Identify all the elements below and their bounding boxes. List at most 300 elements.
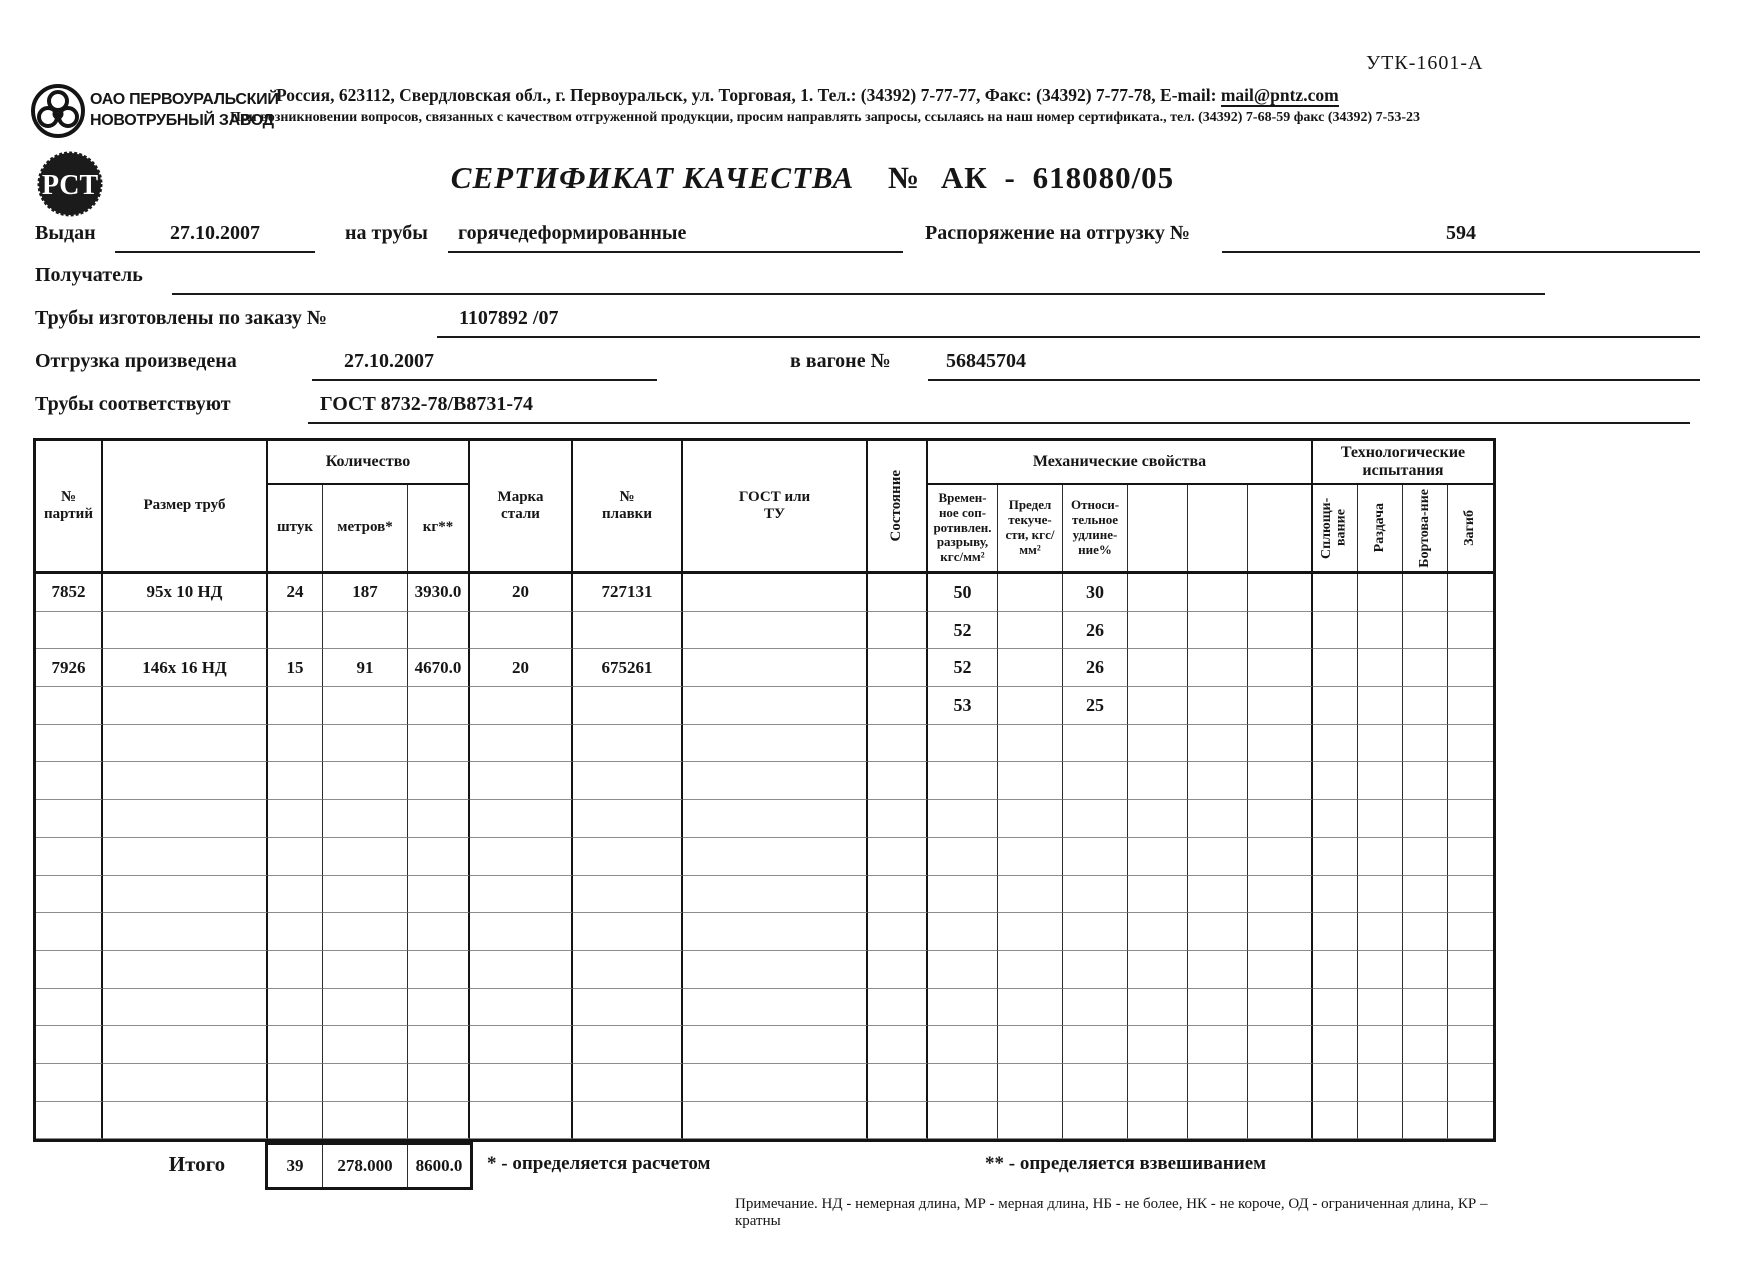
quality-contact-note: При возникновении вопросов, связанных с качеством отгруженной продукции, просим направлять запросы, ссылаясь на наш номер сертификата., тел. (34392) 7-68-59 факс (34392) 7-53-23 [230, 110, 1420, 125]
table-cell [1188, 913, 1248, 951]
col-header-kg: кг** [408, 485, 470, 571]
table-cell [1358, 800, 1403, 838]
table-cell [103, 1026, 268, 1064]
table-cell [323, 687, 408, 725]
table-cell [1313, 762, 1358, 800]
col-group-quantity: Количество [268, 441, 470, 485]
table-cell [323, 1102, 408, 1140]
title-number: АК - 618080/05 [940, 160, 1175, 195]
col-header-meters: метров* [323, 485, 408, 571]
table-cell [1358, 989, 1403, 1027]
table-row [36, 800, 1493, 838]
table-cell: 52 [928, 612, 998, 650]
table-cell [1188, 800, 1248, 838]
table-cell [868, 574, 928, 612]
table-cell [1403, 1064, 1448, 1102]
table-cell [1403, 913, 1448, 951]
table-cell [1358, 612, 1403, 650]
table-cell [683, 687, 868, 725]
table-cell [683, 951, 868, 989]
table-cell [408, 762, 470, 800]
table-cell [470, 1026, 573, 1064]
table-cell [1248, 838, 1313, 876]
totals-pieces: 39 [268, 1145, 323, 1187]
table-cell [998, 612, 1063, 650]
table-cell [928, 800, 998, 838]
col-header-size: Размер труб [103, 441, 268, 571]
table-cell [470, 800, 573, 838]
table-cell [1358, 1102, 1403, 1140]
table-cell: 26 [1063, 612, 1128, 650]
issued-value: 27.10.2007 [115, 222, 315, 253]
table-cell [683, 649, 868, 687]
table-cell [998, 838, 1063, 876]
table-cell [1128, 1064, 1188, 1102]
table-row [36, 1026, 1493, 1064]
table-cell [1188, 876, 1248, 914]
table-cell [1063, 1026, 1128, 1064]
totals-kg: 8600.0 [415, 1156, 463, 1175]
col-header-melt-number: № плавки [573, 441, 683, 571]
table-cell: 50 [928, 574, 998, 612]
table-cell [1248, 1102, 1313, 1140]
table-cell [573, 989, 683, 1027]
table-cell [36, 800, 103, 838]
table-cell [868, 838, 928, 876]
table-cell [470, 951, 573, 989]
table-cell [868, 687, 928, 725]
table-cell [1063, 876, 1128, 914]
table-cell [1358, 951, 1403, 989]
table-cell [1313, 1064, 1358, 1102]
table-cell [1448, 574, 1493, 612]
footnote-star: * - определяется расчетом [487, 1153, 711, 1174]
table-cell: 146х 16 НД [103, 649, 268, 687]
table-cell [1448, 1102, 1493, 1140]
table-cell [36, 989, 103, 1027]
table-cell: 187 [323, 574, 408, 612]
table-cell [1448, 951, 1493, 989]
table-cell [683, 913, 868, 951]
table-cell: 4670.0 [408, 649, 470, 687]
table-row [36, 762, 1493, 800]
table-cell [868, 1102, 928, 1140]
table-cell [1248, 876, 1313, 914]
table-cell [868, 913, 928, 951]
table-cell [36, 951, 103, 989]
table-cell [1248, 649, 1313, 687]
table-cell [323, 838, 408, 876]
table-cell [1128, 838, 1188, 876]
table-cell [1188, 1102, 1248, 1140]
table-cell [1188, 612, 1248, 650]
table-cell [683, 1102, 868, 1140]
table-cell [470, 876, 573, 914]
table-cell [1248, 800, 1313, 838]
table-cell [1128, 1102, 1188, 1140]
table-cell [1188, 1064, 1248, 1102]
table-cell [868, 762, 928, 800]
table-cell [683, 612, 868, 650]
table-cell [998, 1102, 1063, 1140]
table-cell [573, 838, 683, 876]
table-cell [1448, 800, 1493, 838]
table-cell [1248, 574, 1313, 612]
table-cell [928, 838, 998, 876]
table-cell [1403, 687, 1448, 725]
totals-box [265, 1142, 473, 1190]
table-cell [998, 989, 1063, 1027]
table-cell [868, 725, 928, 763]
table-row [36, 649, 1493, 687]
table-cell [103, 725, 268, 763]
table-cell [268, 687, 323, 725]
table-cell [998, 762, 1063, 800]
table-cell [1128, 687, 1188, 725]
table-cell [573, 612, 683, 650]
table-cell [1128, 951, 1188, 989]
table-body [36, 574, 1493, 1139]
table-cell [323, 1026, 408, 1064]
table-cell [103, 612, 268, 650]
table-cell [408, 800, 470, 838]
title-main: СЕРТИФИКАТ КАЧЕСТВА [450, 160, 855, 195]
table-cell: 20 [470, 574, 573, 612]
table-cell [1448, 1064, 1493, 1102]
table-row [36, 725, 1493, 763]
table-cell [323, 612, 408, 650]
table-cell [573, 1026, 683, 1064]
table-cell [408, 876, 470, 914]
table-cell [408, 725, 470, 763]
table-cell [1248, 989, 1313, 1027]
table-cell: 24 [268, 574, 323, 612]
table-cell [1248, 1064, 1313, 1102]
table-cell [103, 1064, 268, 1102]
table-cell: 15 [268, 649, 323, 687]
table-cell [408, 951, 470, 989]
table-cell [1358, 1026, 1403, 1064]
table-cell [103, 989, 268, 1027]
col-header-tensile: Времен-ное соп-ротивлен. разрыву, кгс/мм² [928, 485, 998, 571]
table-cell [573, 1064, 683, 1102]
table-cell [1128, 989, 1188, 1027]
table-row [36, 838, 1493, 876]
table-cell [1313, 951, 1358, 989]
table-cell [408, 838, 470, 876]
table-cell [1448, 838, 1493, 876]
table-cell [103, 1102, 268, 1140]
table-cell [928, 951, 998, 989]
table-cell [573, 725, 683, 763]
table-cell [1403, 989, 1448, 1027]
table-cell [470, 687, 573, 725]
table-cell [1448, 612, 1493, 650]
table-cell [868, 612, 928, 650]
table-cell [998, 574, 1063, 612]
table-cell [1063, 1102, 1128, 1140]
table-cell [1448, 649, 1493, 687]
table-cell [928, 1026, 998, 1064]
pipes-value: горячедеформированные [448, 222, 903, 253]
table-header [36, 441, 1493, 574]
table-cell [1188, 1026, 1248, 1064]
table-cell [36, 838, 103, 876]
table-cell [1313, 800, 1358, 838]
table-cell [103, 800, 268, 838]
header-address-block [230, 85, 1505, 126]
table-cell [1313, 725, 1358, 763]
table-cell: 25 [1063, 687, 1128, 725]
table-cell [1403, 951, 1448, 989]
table-cell [998, 1026, 1063, 1064]
table-cell [1358, 913, 1403, 951]
table-cell [268, 612, 323, 650]
table-cell [1358, 876, 1403, 914]
table-cell [470, 762, 573, 800]
table-cell [408, 1026, 470, 1064]
table-cell [573, 951, 683, 989]
table-cell [323, 913, 408, 951]
table-row [36, 612, 1493, 650]
col-header-pieces: штук [268, 485, 323, 571]
table-row [36, 574, 1493, 612]
table-cell [683, 989, 868, 1027]
wagon-label: в вагоне № [790, 350, 891, 372]
table-cell [998, 876, 1063, 914]
conform-value: ГОСТ 8732-78/В8731-74 [308, 393, 1690, 424]
table-cell [928, 989, 998, 1027]
shipped-label: Отгрузка произведена [35, 350, 237, 372]
table-cell [683, 574, 868, 612]
table-cell [868, 1064, 928, 1102]
table-cell [1128, 800, 1188, 838]
totals-meters: 278.000 [323, 1145, 408, 1187]
address-text: Россия, 623112, Свердловская обл., г. Первоуральск, ул. Торговая, 1. Тел.: (34392) 7-77-77, Факс: (34392) 7-77-78, E-mail: [276, 85, 1217, 105]
table-cell [36, 1064, 103, 1102]
table-cell [1448, 725, 1493, 763]
table-cell: 30 [1063, 574, 1128, 612]
table-cell [928, 913, 998, 951]
table-cell [470, 838, 573, 876]
table-cell [470, 1064, 573, 1102]
table-cell [470, 1102, 573, 1140]
table-cell [323, 1064, 408, 1102]
table-cell [1448, 913, 1493, 951]
table-cell: 7926 [36, 649, 103, 687]
table-cell [103, 687, 268, 725]
table-cell [998, 951, 1063, 989]
table-cell [1403, 1102, 1448, 1140]
table-cell [928, 876, 998, 914]
col-header-batch: № партий [36, 441, 103, 571]
table-cell [868, 876, 928, 914]
table-cell [268, 1026, 323, 1064]
table-cell [868, 1026, 928, 1064]
receiver-value [172, 264, 1545, 295]
table-cell [1448, 762, 1493, 800]
table-cell [1313, 649, 1358, 687]
made-by-order-label: Трубы изготовлены по заказу № [35, 307, 328, 329]
table-cell [1063, 800, 1128, 838]
table-cell [998, 687, 1063, 725]
table-cell [268, 951, 323, 989]
table-cell: 91 [323, 649, 408, 687]
table-cell [1358, 838, 1403, 876]
table-cell [1188, 762, 1248, 800]
table-cell [1358, 725, 1403, 763]
col-header-mech-extra-1 [1128, 485, 1188, 571]
totals-label: Итого [168, 1152, 226, 1176]
table-cell [1403, 574, 1448, 612]
table-cell [1063, 725, 1128, 763]
table-cell [868, 951, 928, 989]
table-cell [1188, 574, 1248, 612]
table-cell [683, 1026, 868, 1064]
pipes-label: на трубы [345, 222, 428, 244]
wagon-value: 56845704 [928, 350, 1700, 381]
table-cell [1128, 649, 1188, 687]
table-cell [1313, 989, 1358, 1027]
table-cell [1248, 913, 1313, 951]
table-cell [1128, 612, 1188, 650]
table-cell [470, 989, 573, 1027]
table-cell [103, 913, 268, 951]
table-cell: 20 [470, 649, 573, 687]
table-cell [1063, 951, 1128, 989]
table-cell [1248, 725, 1313, 763]
table-cell [1063, 989, 1128, 1027]
table-cell [1248, 687, 1313, 725]
table-cell [1448, 1026, 1493, 1064]
order-label: Распоряжение на отгрузку № [925, 222, 1190, 244]
table-cell [1403, 649, 1448, 687]
table-cell [1313, 876, 1358, 914]
table-row [36, 687, 1493, 725]
table-cell [998, 725, 1063, 763]
table-cell [1358, 574, 1403, 612]
col-header-flattening: Сплющи-вание [1313, 485, 1358, 571]
conform-label: Трубы соответствуют [35, 393, 231, 415]
table-cell [1313, 1102, 1358, 1140]
table-row [36, 1064, 1493, 1102]
table-cell [1313, 612, 1358, 650]
table-cell [1313, 574, 1358, 612]
table-cell [683, 800, 868, 838]
company-address [230, 85, 1505, 106]
table-cell [268, 913, 323, 951]
table-cell [36, 725, 103, 763]
table-cell [1313, 1026, 1358, 1064]
table-cell [1403, 1026, 1448, 1064]
table-cell [1358, 762, 1403, 800]
table-cell [573, 687, 683, 725]
table-cell [323, 876, 408, 914]
footnote-abbreviations: Примечание. НД - немерная длина, МР - мерная длина, НБ - не более, НК - не короче, ОД - ограниченная длина, КР – кратны [735, 1196, 1488, 1229]
table-cell [323, 800, 408, 838]
table-cell [1063, 762, 1128, 800]
table-cell [1128, 762, 1188, 800]
made-by-order-value: 1107892 /07 [437, 307, 1700, 338]
table-cell [408, 612, 470, 650]
table-cell [868, 649, 928, 687]
table-cell [928, 762, 998, 800]
col-header-flanging: Бортова-ние [1403, 485, 1448, 571]
table-cell [1403, 876, 1448, 914]
table-cell [323, 989, 408, 1027]
table-cell [408, 913, 470, 951]
table-cell [573, 876, 683, 914]
order-value: 594 [1222, 222, 1700, 253]
table-cell [1128, 725, 1188, 763]
table-cell [268, 1102, 323, 1140]
form-code: УТК-1601-А [1366, 52, 1484, 74]
table-cell [36, 762, 103, 800]
table-cell [1188, 989, 1248, 1027]
table-cell [1128, 913, 1188, 951]
table-cell [683, 1064, 868, 1102]
table-cell [998, 1064, 1063, 1102]
issued-label: Выдан [35, 222, 96, 244]
table-row [36, 913, 1493, 951]
table-cell [1448, 687, 1493, 725]
table-cell [1248, 612, 1313, 650]
table-cell [36, 876, 103, 914]
table-cell [1188, 649, 1248, 687]
table-cell [408, 989, 470, 1027]
table-cell [998, 649, 1063, 687]
col-group-mechanical: Механические свойства [928, 441, 1313, 485]
col-group-technological: Технологические испытания [1313, 441, 1493, 485]
table-cell [1188, 838, 1248, 876]
table-cell [103, 951, 268, 989]
table-cell [573, 800, 683, 838]
table-cell [36, 1102, 103, 1140]
company-email: mail@pntz.com [1220, 85, 1339, 105]
table-cell: 675261 [573, 649, 683, 687]
table-cell [573, 1102, 683, 1140]
table-cell [998, 800, 1063, 838]
table-cell [1403, 838, 1448, 876]
footnote-double-star: ** - определяется взвешиванием [985, 1153, 1267, 1174]
table-cell [1248, 762, 1313, 800]
table-cell [1448, 876, 1493, 914]
company-name-line1: ОАО ПЕРВОУРАЛЬСКИЙ [90, 91, 279, 108]
certificate-table [33, 438, 1496, 1142]
table-cell [1358, 649, 1403, 687]
table-cell [470, 725, 573, 763]
table-cell [573, 762, 683, 800]
table-cell: 26 [1063, 649, 1128, 687]
table-cell [1403, 762, 1448, 800]
table-cell [868, 800, 928, 838]
table-cell [573, 913, 683, 951]
table-cell [103, 838, 268, 876]
table-cell [408, 1102, 470, 1140]
table-cell: 7852 [36, 574, 103, 612]
col-header-state: Состояние [868, 441, 928, 571]
title-number-sign: № [887, 160, 920, 195]
col-header-yield: Предел текуче-сти, кгс/мм² [998, 485, 1063, 571]
table-cell [1358, 687, 1403, 725]
table-cell [1403, 800, 1448, 838]
company-name-line2: НОВОТРУБНЫЙ ЗАВОД [90, 111, 274, 129]
table-cell: 53 [928, 687, 998, 725]
table-row [36, 876, 1493, 914]
table-cell [1188, 951, 1248, 989]
table-cell [323, 762, 408, 800]
table-cell [1248, 1026, 1313, 1064]
